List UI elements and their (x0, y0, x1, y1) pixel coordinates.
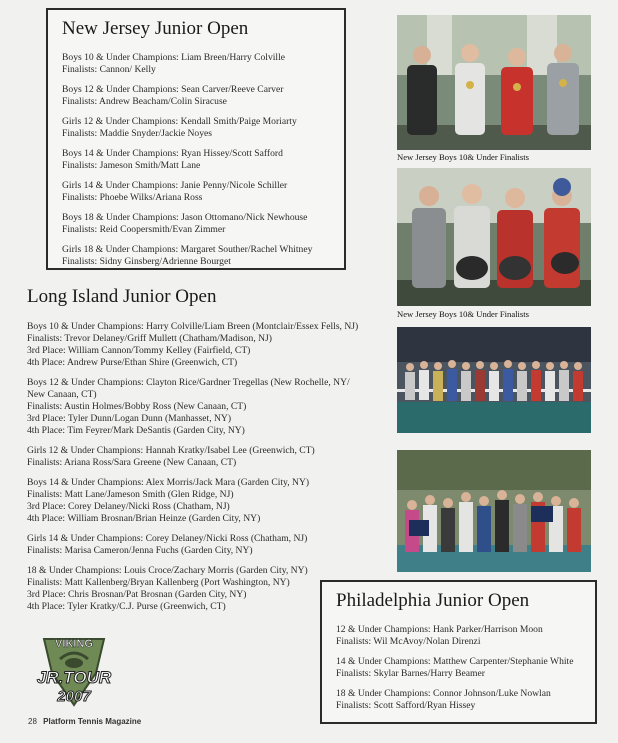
champions-line: 12 & Under Champions: Hank Parker/Harrison Moon (336, 624, 543, 635)
finalists-line: Finalists: Maddie Snyder/Jackie Noyes (62, 128, 213, 139)
result-line: 4th Place: Tyler Kratky/C.J. Purse (Greenwich, CT) (27, 601, 226, 612)
photo-nj-finalists-2 (397, 168, 591, 306)
result-line: Finalists: Marisa Cameron/Jenna Fuchs (Garden City, NY) (27, 545, 253, 556)
finalists-line: Finalists: Phoebe Wilks/Ariana Ross (62, 192, 203, 203)
finalists-line: Finalists: Jameson Smith/Matt Lane (62, 160, 201, 171)
photo-li-group (397, 327, 591, 433)
svg-text:VIKING: VIKING (55, 638, 93, 650)
svg-text:JR.TOUR: JR.TOUR (36, 668, 112, 687)
champions-line: Boys 10 & Under Champions: Liam Breen/Harry Colville (62, 52, 286, 63)
nj-result-group (62, 212, 330, 236)
finalists-line: Finalists: Andrew Beacham/Colin Siracuse (62, 96, 227, 107)
result-line: New Canaan, CT) (27, 389, 97, 400)
photo2-caption: New Jersey Boys 10& Under Finalists (397, 309, 529, 319)
nj-box (46, 8, 346, 270)
li-result-group (27, 477, 387, 525)
champions-line: Girls 12 & Under Champions: Kendall Smith/Paige Moriarty (62, 116, 297, 127)
champions-line: 18 & Under Champions: Connor Johnson/Luke Nowlan (336, 688, 551, 699)
result-line: Girls 12 & Under Champions: Hannah Kratky/Isabel Lee (Greenwich, CT) (27, 445, 315, 456)
page-footer (28, 717, 141, 726)
champions-line: Girls 18 & Under Champions: Margaret Souther/Rachel Whitney (62, 244, 313, 255)
result-line: Finalists: Austin Holmes/Bobby Ross (New Canaan, CT) (27, 401, 247, 412)
result-line: Finalists: Matt Kallenberg/Bryan Kallenberg (Port Washington, NY) (27, 577, 290, 588)
finalists-line: Finalists: Reid Coopersmith/Evan Zimmer (62, 224, 226, 235)
result-line: 3rd Place: Chris Brosnan/Pat Brosnan (Garden City, NY) (27, 589, 247, 600)
result-line: Finalists: Trevor Delaney/Griff Mullett (Chatham/Madison, NJ) (27, 333, 272, 344)
nj-result-group (62, 148, 330, 172)
finalists-line: Finalists: Sidny Ginsberg/Adrienne Bourget (62, 256, 231, 267)
champions-line: Boys 14 & Under Champions: Ryan Hissey/Scott Safford (62, 148, 283, 159)
finalists-line: Finalists: Cannon/ Kelly (62, 64, 156, 75)
result-line: 4th Place: Tim Feyrer/Mark DeSantis (Garden City, NY) (27, 425, 245, 436)
result-line: 4th Place: William Brosnan/Brian Heinze (Garden City, NY) (27, 513, 261, 524)
nj-results (62, 52, 330, 268)
nj-result-group (62, 116, 330, 140)
viking-jr-tour-logo (24, 633, 124, 709)
li-result-group (27, 377, 387, 437)
result-line: 18 & Under Champions: Louis Croce/Zachary Morris (Garden City, NY) (27, 565, 308, 576)
phil-result-group (336, 624, 581, 648)
finalists-line: Finalists: Scott Safford/Ryan Hissey (336, 700, 476, 711)
result-line: Girls 14 & Under Champions: Corey Delaney/Nicki Ross (Chatham, NJ) (27, 533, 308, 544)
result-line: 4th Place: Andrew Purse/Ethan Shire (Greenwich, CT) (27, 357, 238, 368)
li-result-group (27, 445, 387, 469)
phil-title: Philadelphia Junior Open (336, 590, 530, 611)
phil-result-group (336, 688, 581, 712)
svg-text:2007: 2007 (57, 688, 91, 705)
result-line: 3rd Place: Tyler Dunn/Logan Dunn (Manhasset, NY) (27, 413, 232, 424)
result-line: Boys 12 & Under Champions: Clayton Rice/Gardner Tregellas (New Rochelle, NY/ (27, 377, 350, 388)
li-result-group (27, 533, 387, 557)
phil-result-group (336, 656, 581, 680)
champions-line: Boys 18 & Under Champions: Jason Ottomano/Nick Newhouse (62, 212, 308, 223)
champions-line: Girls 14 & Under Champions: Janie Penny/Nicole Schiller (62, 180, 288, 191)
photo-phil-group (397, 450, 591, 572)
nj-title: New Jersey Junior Open (62, 18, 249, 39)
page-number: 28 (28, 717, 37, 726)
nj-result-group (62, 244, 330, 268)
phil-box (320, 580, 597, 724)
result-line: 3rd Place: William Cannon/Tommy Kelley (Fairfield, CT) (27, 345, 251, 356)
nj-result-group (62, 84, 330, 108)
result-line: Boys 10 & Under Champions: Harry Colville/Liam Breen (Montclair/Essex Fells, NJ) (27, 321, 359, 332)
finalists-line: Finalists: Wil McAvoy/Nolan Direnzi (336, 636, 481, 647)
result-line: 3rd Place: Corey Delaney/Nicki Ross (Chatham, NJ) (27, 501, 230, 512)
nj-result-group (62, 52, 330, 76)
magazine-name: Platform Tennis Magazine (43, 717, 142, 726)
finalists-line: Finalists: Skylar Barnes/Harry Beamer (336, 668, 485, 679)
result-line: Finalists: Matt Lane/Jameson Smith (Glen Ridge, NJ) (27, 489, 234, 500)
li-results (27, 321, 387, 621)
photo-nj-finalists-1 (397, 15, 591, 150)
champions-line: Boys 12 & Under Champions: Sean Carver/Reeve Carver (62, 84, 284, 95)
phil-results (336, 624, 581, 712)
li-title: Long Island Junior Open (27, 286, 217, 307)
li-result-group (27, 321, 387, 369)
result-line: Finalists: Ariana Ross/Sara Greene (New Canaan, CT) (27, 457, 237, 468)
result-line: Boys 14 & Under Champions: Alex Morris/Jack Mara (Garden City, NY) (27, 477, 310, 488)
nj-result-group (62, 180, 330, 204)
photo1-caption: New Jersey Boys 10& Under Finalists (397, 152, 529, 162)
champions-line: 14 & Under Champions: Matthew Carpenter/Stephanie White (336, 656, 574, 667)
